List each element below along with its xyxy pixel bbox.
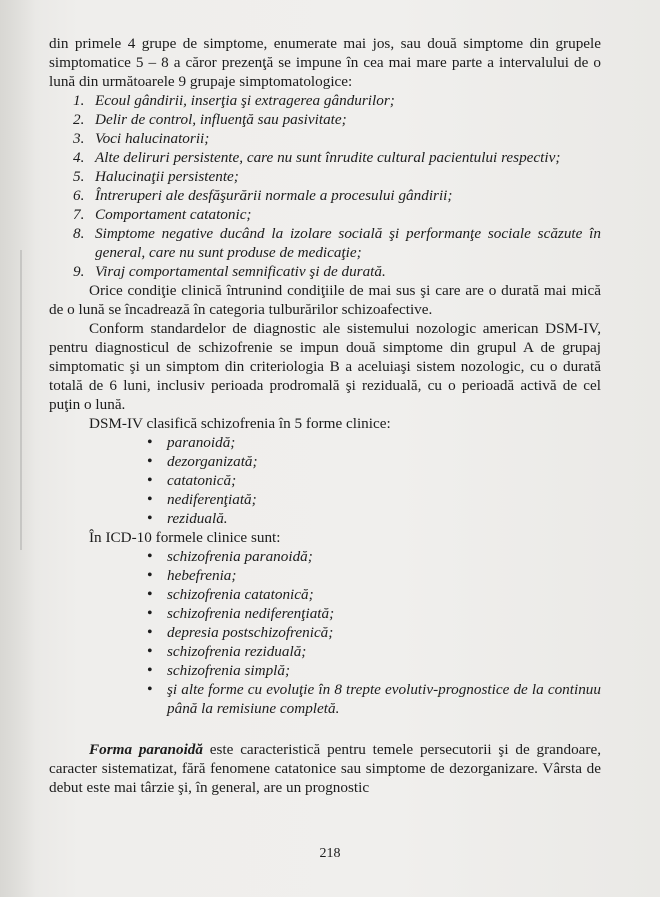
criteria-item: 1. Ecoul gândirii, inserţia şi extragerea gândurilor; [73, 92, 395, 109]
criteria-item: 2. Delir de control, influenţă sau pasivitate; [73, 111, 347, 128]
dsm-heading: DSM-IV clasifică schizofrenia în 5 forme clinice: [89, 415, 391, 432]
criteria-item: 9. Viraj comportamental semnificativ şi de durată. [73, 263, 386, 280]
page-content [49, 34, 601, 797]
list-item: • nediferenţiată; [167, 490, 601, 509]
criteria-item: 3. Voci halucinatorii; [73, 130, 210, 147]
criteria-list [49, 91, 601, 281]
list-item: • hebefrenia; [167, 566, 601, 585]
intro-paragraph: din primele 4 grupe de simptome, enumerate mai jos, sau două simptome din grupele simptomatice 5 – 8 a căror prezenţă se impune în cea mai mare parte a intervalului de o lună din următoarele 9 grupaje simptomatologice: [49, 35, 601, 90]
list-item: • paranoidă; [167, 433, 601, 452]
list-item: • dezorganizată; [167, 452, 601, 471]
criteria-item: 6. Întreruperi ale desfăşurării normale a procesului gândirii; [73, 187, 453, 204]
paranoid-form-paragraph [49, 740, 601, 797]
dsm-forms-list [49, 433, 601, 528]
criteria-item: 5. Halucinaţii persistente; [73, 168, 239, 185]
list-item: • schizofrenia simplă; [167, 661, 601, 680]
criteria-item: 4. Alte deliruri persistente, care nu sunt înrudite cultural pacientului respectiv; [73, 149, 561, 166]
list-item: • şi alte forme cu evoluţie în 8 trepte evolutiv-prognostice de la continuu până la remisiune completă. [167, 680, 601, 718]
schizoaffective-paragraph: Orice condiţie clinică întrunind condiţiile de mai sus şi care are o durată mai mică de o lună se încadrează în categoria tulburărilor schizoafective. [49, 282, 601, 318]
page-fold-line [20, 250, 22, 550]
list-item: • schizofrenia catatonică; [167, 585, 601, 604]
paranoid-form-text: este caracteristică pentru temele persecutorii şi de grandoare, caracter sistematizat, fără fenomene catatonice sau simptome de dezorganizare. Vârsta de debut este mai târzie şi, în general, are un prognostic [49, 741, 601, 796]
list-item: • schizofrenia reziduală; [167, 642, 601, 661]
list-item: • catatonică; [167, 471, 601, 490]
criteria-item: 7. Comportament catatonic; [73, 206, 252, 223]
binding-shadow [0, 0, 36, 897]
list-item: • reziduală. [167, 509, 601, 528]
paranoid-form-title: Forma paranoidă [89, 741, 203, 758]
icd-heading: În ICD-10 formele clinice sunt: [89, 529, 281, 546]
section-gap [49, 718, 601, 740]
dsm-paragraph: Conform standardelor de diagnostic ale sistemului nozologic american DSM-IV, pentru diagnosticul de schizofrenie se impun două simptome din grupul A de grupaj simptomatic şi un simptom din criteriologia B a aceluiaşi sistem nozologic, cu o durată totală de 6 luni, inclusiv perioada prodromală şi reziduală, cu o perioadă activă de cel puţin o lună. [49, 320, 601, 413]
page-number: 218 [319, 846, 341, 861]
list-item: • schizofrenia paranoidă; [167, 547, 601, 566]
list-item: • schizofrenia nediferenţiată; [167, 604, 601, 623]
criteria-item: 8. Simptome negative ducând la izolare socială şi performanţe sociale scăzute în general, care nu sunt produse de medicaţie; [73, 225, 601, 261]
icd-forms-list [49, 547, 601, 718]
list-item: • depresia postschizofrenică; [167, 623, 601, 642]
